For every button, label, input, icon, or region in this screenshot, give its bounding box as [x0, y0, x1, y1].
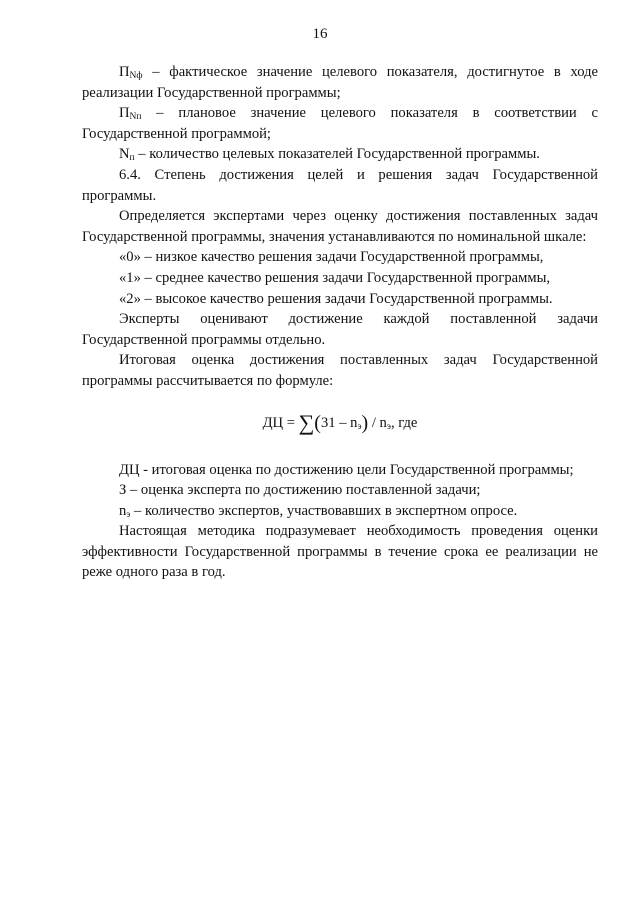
symbol: П	[119, 64, 130, 80]
formula-subscript: э	[357, 421, 362, 432]
formula-inner-rest: 1 – n	[328, 414, 358, 431]
formula-tail: , где	[390, 414, 418, 431]
paragraph-experts: Эксперты оценивают достижение каждой поставленной задачи Государственной программы отдельно.	[82, 311, 598, 348]
sum-symbol: ∑	[298, 409, 315, 435]
definition-text: – фактическое значение целевого показателя, достигнутое в ходе реализации Государственной программы;	[82, 64, 598, 101]
paragraph-conclusion: Настоящая методика подразумевает необходимость проведения оценки эффективности Государственной программы в течение срока ее реализации не реже одного раза в год.	[82, 523, 598, 581]
paragraph-actual-value	[82, 62, 598, 103]
subscript: Nф	[129, 71, 143, 81]
paragraph-indicator-count	[82, 144, 598, 165]
open-paren: (	[314, 411, 321, 434]
definition-text: – количество экспертов, участвовавших в экспертном опросе.	[130, 502, 518, 519]
subscript: э	[126, 509, 131, 520]
subscript: п	[129, 153, 135, 164]
formula-inner: 3	[320, 414, 329, 431]
formula-subscript: э	[386, 421, 391, 432]
paragraph-definition: Определяется экспертами через оценку достижения поставленных задач Государственной программы, значения устанавливаются по номинальной шкале:	[82, 208, 598, 245]
paragraph-planned-value	[82, 103, 598, 144]
subscript: Nп	[129, 112, 142, 123]
section-heading: 6.4. Степень достижения целей и решения задач Государственной программы.	[82, 166, 598, 204]
scale-item-medium: «1» – среднее качество решения задачи Государственной программы,	[119, 269, 551, 286]
paragraph-dc-definition: ДЦ - итоговая оценка по достижению цели Государственной программы;	[119, 461, 574, 478]
paragraph-formula-intro: Итоговая оценка достижения поставленных задач Государственной программы рассчитывается по формуле:	[82, 352, 598, 389]
page-number: 16	[312, 26, 328, 42]
close-paren: )	[361, 411, 369, 434]
formula-lhs: ДЦ =	[262, 414, 299, 431]
document-body	[82, 62, 598, 583]
formula	[82, 410, 598, 436]
paragraph-z-definition: З – оценка эксперта по достижению поставленной задачи;	[119, 482, 481, 499]
paragraph-ne-definition	[82, 501, 598, 522]
symbol: П	[119, 105, 130, 122]
symbol: N	[119, 146, 130, 163]
scale-item-high: «2» – высокое качество решения задачи Государственной программы.	[119, 290, 553, 307]
formula-divisor: / n	[368, 414, 387, 431]
symbol: n	[119, 502, 127, 519]
definition-text: – плановое значение целевого показателя в соответствии с Государственной программой;	[82, 105, 598, 142]
definition-text: – количество целевых показателей Государственной программы.	[134, 146, 540, 163]
scale-item-low: «0» – низкое качество решения задачи Государственной программы,	[119, 249, 544, 266]
